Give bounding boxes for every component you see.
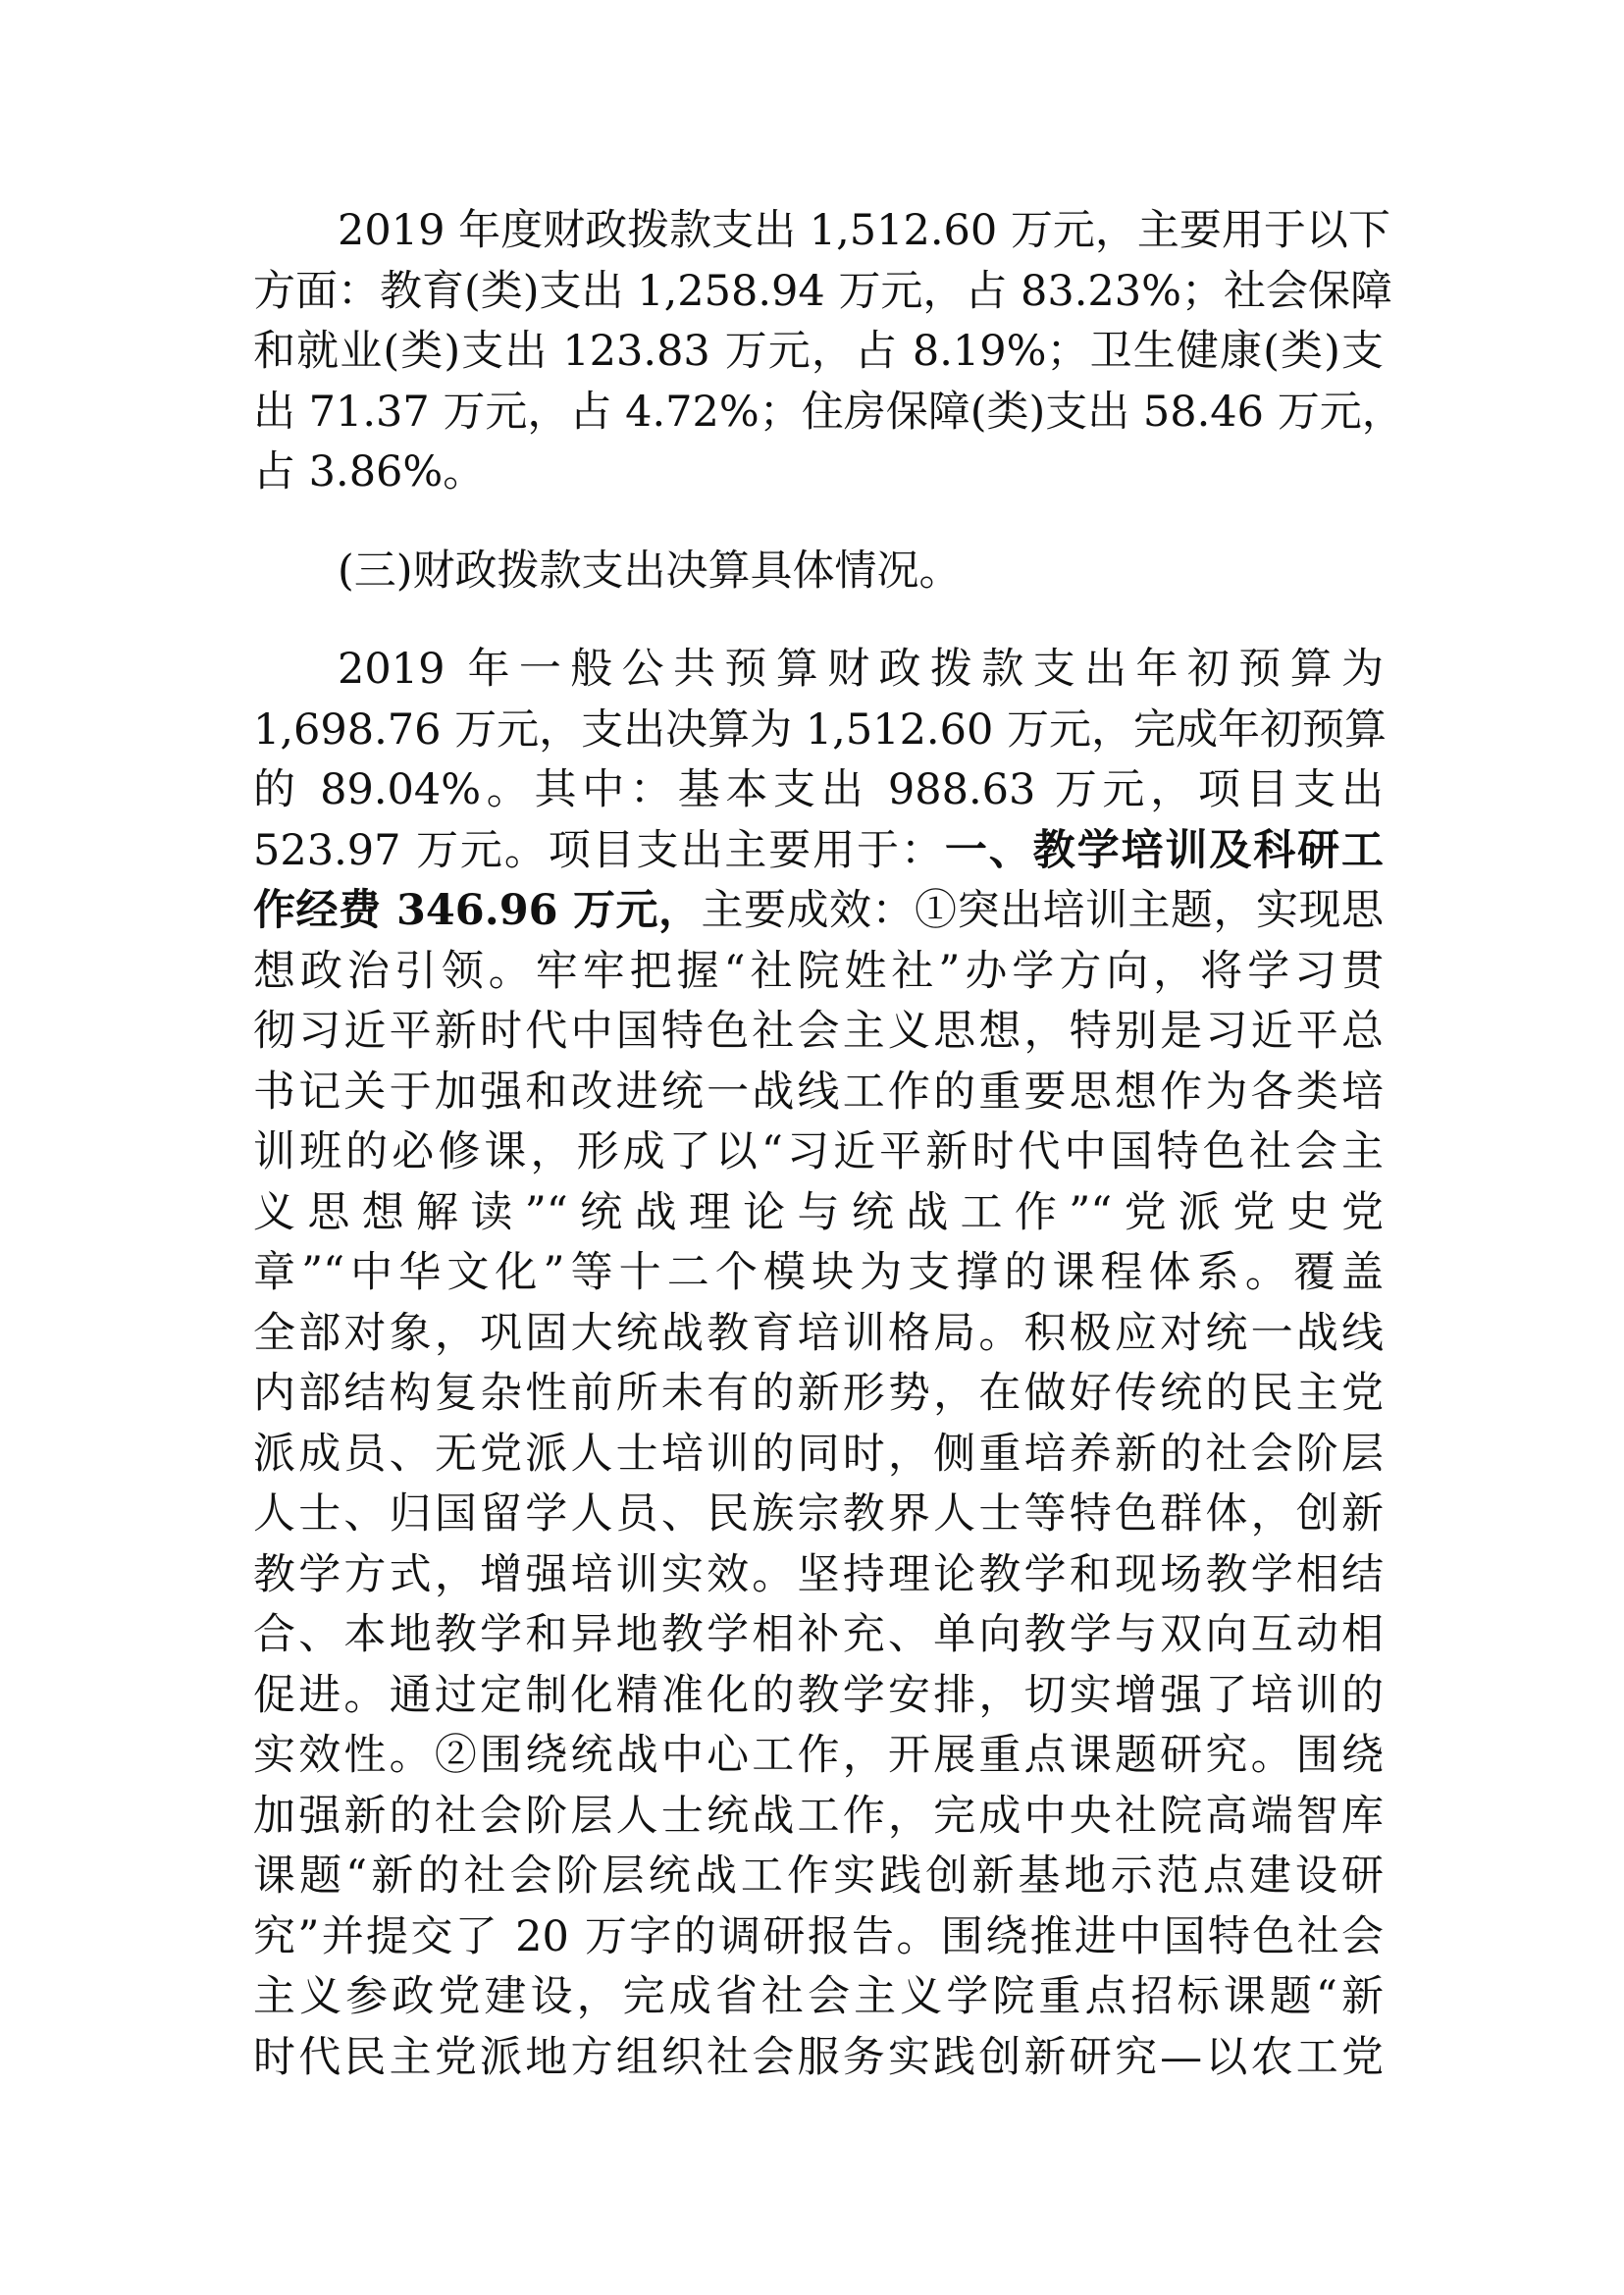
text-span: 主要成效：①突出培训主题，实现思 <box>701 886 1385 935</box>
text-line: 促进。通过定制化精准化的教学安排，切实增强了培训的 <box>253 1670 1384 1720</box>
paragraph-appropriation-summary <box>253 201 1404 503</box>
text-line: 章”“中华文化”等十二个模块为支撑的课程体系。覆盖 <box>253 1248 1384 1297</box>
text-line: 时代民主党派地方组织社会服务实践创新研究—以农工党 <box>253 2032 1384 2082</box>
text-line: 出 71.37 万元，占 4.72%；住房保障(类)支出 58.46 万元， <box>253 387 1404 437</box>
text-line: 内部结构复杂性前所未有的新形势，在做好传统的民主党 <box>253 1369 1384 1418</box>
text-line: 人士、归国留学人员、民族宗教界人士等特色群体，创新 <box>253 1489 1384 1539</box>
text-line: 1,698.76 万元，支出决算为 1,512.60 万元，完成年初预算 <box>253 704 1387 755</box>
text-line: 究”并提交了 20 万字的调研报告。围绕推进中国特色社会 <box>253 1911 1384 1961</box>
text-span: 523.97 万元。项目支出主要用于： <box>253 825 945 875</box>
paragraph-appropriation-details <box>253 640 1387 2088</box>
text-line: 彻习近平新时代中国特色社会主义思想，特别是习近平总 <box>253 1007 1384 1056</box>
text-line: 全部对象，巩固大统战教育培训格局。积极应对统一战线 <box>253 1308 1384 1358</box>
bold-item-title: 作经费 346.96 万元， <box>253 886 702 935</box>
text-line: 实效性。②围绕统战中心工作，开展重点课题研究。围绕 <box>253 1731 1384 1780</box>
text-line: 主义参政党建设，完成省社会主义学院重点招标课题“新 <box>253 1972 1384 2021</box>
text-line: 合、本地教学和异地教学相补充、单向教学与双向互动相 <box>253 1610 1384 1659</box>
text-line: 加强新的社会阶层人士统战工作，完成中央社院高端智库 <box>253 1791 1384 1841</box>
text-line: 课题“新的社会阶层统战工作实践创新基地示范点建设研 <box>253 1852 1384 1901</box>
bold-item-title: 一、教学培训及科研工 <box>944 825 1384 875</box>
text-line <box>253 881 1384 942</box>
text-line: 教学方式，增强培训实效。坚持理论教学和现场教学相结 <box>253 1549 1384 1599</box>
text-line: 占 3.86%。 <box>253 447 486 496</box>
text-line: 想政治引领。牢牢把握“社院姓社”办学方向，将学习贯 <box>253 946 1384 996</box>
section-heading: (三)财政拨款支出决算具体情况。 <box>338 546 962 596</box>
text-line: 书记关于加强和改进统一战线工作的重要思想作为各类培 <box>253 1067 1384 1117</box>
document-page <box>253 201 1404 2088</box>
text-line: 和就业(类)支出 123.83 万元，占 8.19%；卫生健康(类)支 <box>253 327 1384 376</box>
text-line: 方面：教育(类)支出 1,258.94 万元，占 83.23%；社会保障 <box>253 266 1392 316</box>
text-line: 2019 年一般公共预算财政拨款支出年初预算为 <box>338 645 1384 694</box>
text-line: 2019 年度财政拨款支出 1,512.60 万元，主要用于以下 <box>338 206 1390 255</box>
paragraph-body-lines <box>253 942 1384 2089</box>
text-line <box>253 821 1384 882</box>
text-line: 派成员、无党派人士培训的同时，侧重培养新的社会阶层 <box>253 1429 1384 1479</box>
text-line: 训班的必修课，形成了以“习近平新时代中国特色社会主 <box>253 1127 1384 1176</box>
text-line: 义思想解读”“统战理论与统战工作”“党派党史党 <box>253 1187 1384 1237</box>
text-line: 的 89.04%。其中：基本支出 988.63 万元，项目支出 <box>253 765 1384 814</box>
